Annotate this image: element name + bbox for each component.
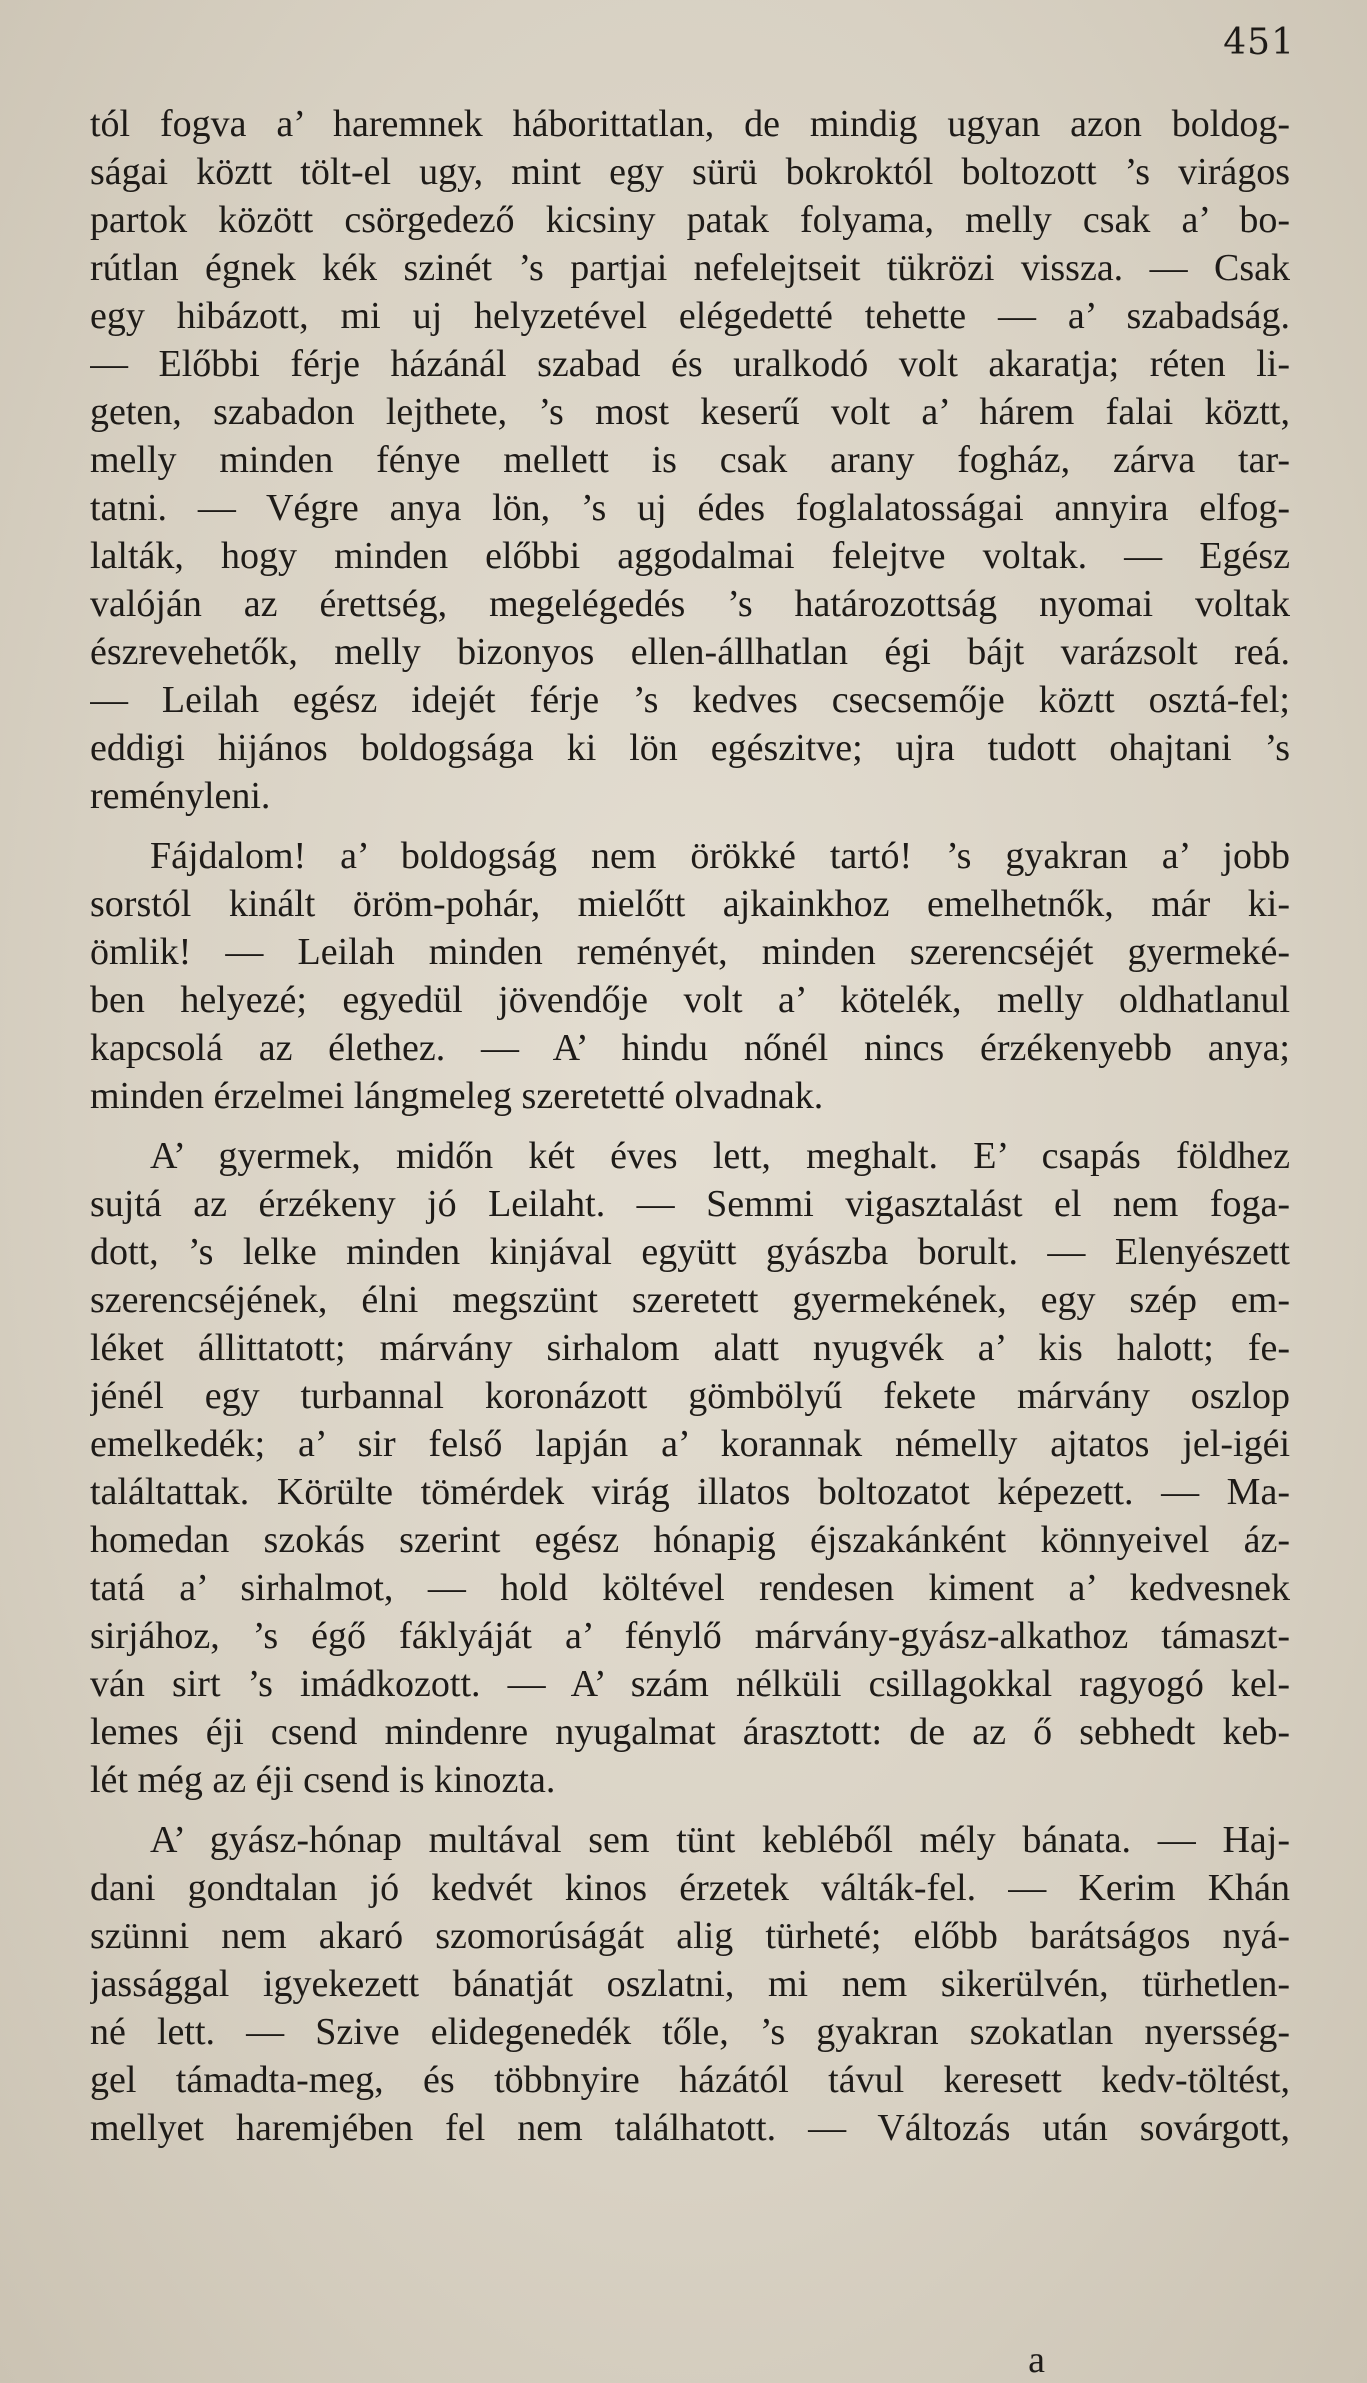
text-line: jassággal igyekezett bánatját oszlatni, mi nem sikerülvén, türhetlen- <box>90 1963 1290 2005</box>
text-line: lét még az éji csend is kinozta. <box>90 1759 556 1801</box>
text-line: tól fogva a’ haremnek háborittatlan, de mindig ugyan azon boldog- <box>90 103 1290 145</box>
text-line: geten, szabadon lejthete, ’s most keserű volt a’ hárem falai köztt, <box>90 391 1290 433</box>
page-number: 451 <box>1223 22 1295 63</box>
text-line: észrevehetők, melly bizonyos ellen-állhatlan égi bájt varázsolt reá. <box>90 631 1290 673</box>
text-line: rútlan égnek kék szinét ’s partjai nefelejtseit tükrözi vissza. — Csak <box>90 247 1290 289</box>
text-line: egy hibázott, mi uj helyzetével elégedetté tehette — a’ szabadság. <box>90 295 1290 337</box>
text-line: valóján az érettség, megelégedés ’s határozottság nyomai voltak <box>90 583 1290 625</box>
text-line: homedan szokás szerint egész hónapig éjszakánként könnyeivel áz- <box>90 1519 1290 1561</box>
text-line: ömlik! — Leilah minden reményét, minden szerencséjét gyermeké- <box>90 931 1290 973</box>
text-line: dani gondtalan jó kedvét kinos érzetek válták-fel. — Kerim Khán <box>90 1867 1290 1909</box>
text-line: eddigi hijános boldogsága ki lön egészitve; ujra tudott ohajtani ’s <box>90 727 1290 769</box>
text-line: Fájdalom! a’ boldogság nem örökké tartó! ’s gyakran a’ jobb <box>150 835 1290 877</box>
text-line: szerencséjének, élni megszünt szeretett gyermekének, egy szép em- <box>90 1279 1290 1321</box>
text-line: melly minden fénye mellett is csak arany fogház, zárva tar- <box>90 439 1290 481</box>
text-line: kapcsolá az élethez. — A’ hindu nőnél nincs érzékenyebb anya; <box>90 1027 1290 1069</box>
text-line: ben helyezé; egyedül jövendője volt a’ kötelék, melly oldhatlanul <box>90 979 1290 1021</box>
text-line: gel támadta-meg, és többnyire házától távul keresett kedv-töltést, <box>90 2059 1290 2101</box>
text-line: találtattak. Körülte tömérdek virág illatos boltozatot képezett. — Ma- <box>90 1471 1290 1513</box>
text-line: emelkedék; a’ sir felső lapján a’ korannak némelly ajtatos jel-igéi <box>90 1423 1290 1465</box>
text-line: — Előbbi férje házánál szabad és uralkodó volt akaratja; réten li- <box>90 343 1290 385</box>
body-text <box>90 100 1290 2152</box>
text-line: ságai köztt tölt-el ugy, mint egy sürü bokroktól boltozott ’s virágos <box>90 151 1290 193</box>
text-line: reményleni. <box>90 775 271 817</box>
text-line: tatni. — Végre anya lön, ’s uj édes foglalatosságai annyira elfog- <box>90 487 1290 529</box>
text-line: minden érzelmei lángmeleg szeretetté olvadnak. <box>90 1075 824 1117</box>
text-line: szünni nem akaró szomorúságát alig türheté; előbb barátságos nyá- <box>90 1915 1290 1957</box>
text-line: partok között csörgedező kicsiny patak folyama, melly csak a’ bo- <box>90 199 1290 241</box>
text-line: né lett. — Szive elidegenedék tőle, ’s gyakran szokatlan nyersség- <box>90 2011 1290 2053</box>
text-line: — Leilah egész idejét férje ’s kedves csecsemője köztt osztá-fel; <box>90 679 1290 721</box>
text-line: tatá a’ sirhalmot, — hold költével rendesen kiment a’ kedvesnek <box>90 1567 1290 1609</box>
text-line: mellyet haremjében fel nem találhatott. — Változás után sovárgott, <box>90 2107 1290 2149</box>
text-line: sorstól kinált öröm-pohár, mielőtt ajkainkhoz emelhetnők, már ki- <box>90 883 1290 925</box>
text-line: dott, ’s lelke minden kinjával együtt gyászba borult. — Elenyészett <box>90 1231 1290 1273</box>
text-line: sujtá az érzékeny jó Leilaht. — Semmi vigasztalást el nem foga- <box>90 1183 1290 1225</box>
text-line: léket állittatott; márvány sirhalom alatt nyugvék a’ kis halott; fe- <box>90 1327 1290 1369</box>
text-line: lalták, hogy minden előbbi aggodalmai felejtve voltak. — Egész <box>90 535 1290 577</box>
text-line: A’ gyász-hónap multával sem tünt kebléből mély bánata. — Haj- <box>150 1819 1290 1861</box>
text-line: lemes éji csend mindenre nyugalmat árasztott: de az ő sebhedt keb- <box>90 1711 1290 1753</box>
text-line: A’ gyermek, midőn két éves lett, meghalt. E’ csapás földhez <box>150 1135 1290 1177</box>
text-line: sirjához, ’s égő fáklyáját a’ fénylő márvány-gyász-alkathoz támaszt- <box>90 1615 1290 1657</box>
text-line: ván sirt ’s imádkozott. — A’ szám nélküli csillagokkal ragyogó kel- <box>90 1663 1290 1705</box>
catchword: a <box>1028 2339 1045 2381</box>
text-line: jénél egy turbannal koronázott gömbölyű fekete márvány oszlop <box>90 1375 1290 1417</box>
